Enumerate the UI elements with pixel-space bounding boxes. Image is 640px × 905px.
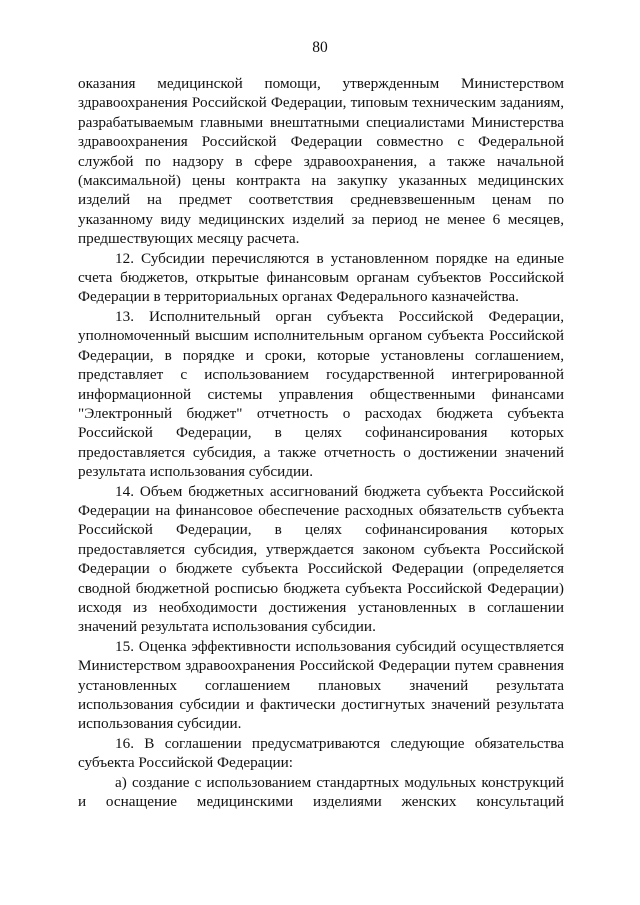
- paragraph-continuation: оказания медицинской помощи, утвержденным Министерством здравоохранения Российской Федерации, типовым техническим заданиям, разрабатываемым главными внештатными специалистами Министерства здравоохранения Российской Федерации совместно с Федеральной службой по надзору в сфере здравоохранения, а также начальной (максимальной) цены контракта на закупку указанных медицинских изделий на предмет соответствия средневзвешенным ценам по указанному виду медицинских изделий за период не менее 6 месяцев, предшествующих месяцу расчета.: [78, 75, 564, 248]
- paragraph-16: 16. В соглашении предусматриваются следующие обязательства субъекта Российской Федерации:: [78, 734, 564, 772]
- document-body: [78, 74, 564, 811]
- page-number: 80: [312, 39, 328, 56]
- paragraph-14: 14. Объем бюджетных ассигнований бюджета субъекта Российской Федерации на финансовое обеспечение расходных обязательств субъекта Российской Федерации, в целях софинансирования которых предоставляется субсидия, утверждается законом субъекта Российской Федерации о бюджете субъекта Российской Федерации (определяется сводной бюджетной росписью бюджета субъекта Российской Федерации) исходя из необходимости достижения установленных в соглашении значений результата использования субсидии.: [78, 482, 564, 636]
- paragraph-12: 12. Субсидии перечисляются в установленном порядке на единые счета бюджетов, открытые финансовым органам субъектов Российской Федерации в территориальных органах Федерального казначейства.: [78, 249, 564, 306]
- paragraph-16a: а) создание с использованием стандартных модульных конструкций и оснащение медицинскими изделиями женских консультаций: [78, 773, 564, 811]
- paragraph-13: 13. Исполнительный орган субъекта Российской Федерации, уполномоченный высшим исполнительным органом субъекта Российской Федерации, в порядке и сроки, которые установлены соглашением, представляет с использованием государственной интегрированной информационной системы управления общественными финансами "Электронный бюджет" отчетность о расходах бюджета субъекта Российской Федерации, в целях софинансирования которых предоставляется субсидия, а также отчетность о достижении значений результата использования субсидии.: [78, 307, 564, 481]
- paragraph-15: 15. Оценка эффективности использования субсидий осуществляется Министерством здравоохранения Российской Федерации путем сравнения установленных соглашением плановых значений результата использования субсидии и фактически достигнутых значений результата использования субсидии.: [78, 637, 564, 733]
